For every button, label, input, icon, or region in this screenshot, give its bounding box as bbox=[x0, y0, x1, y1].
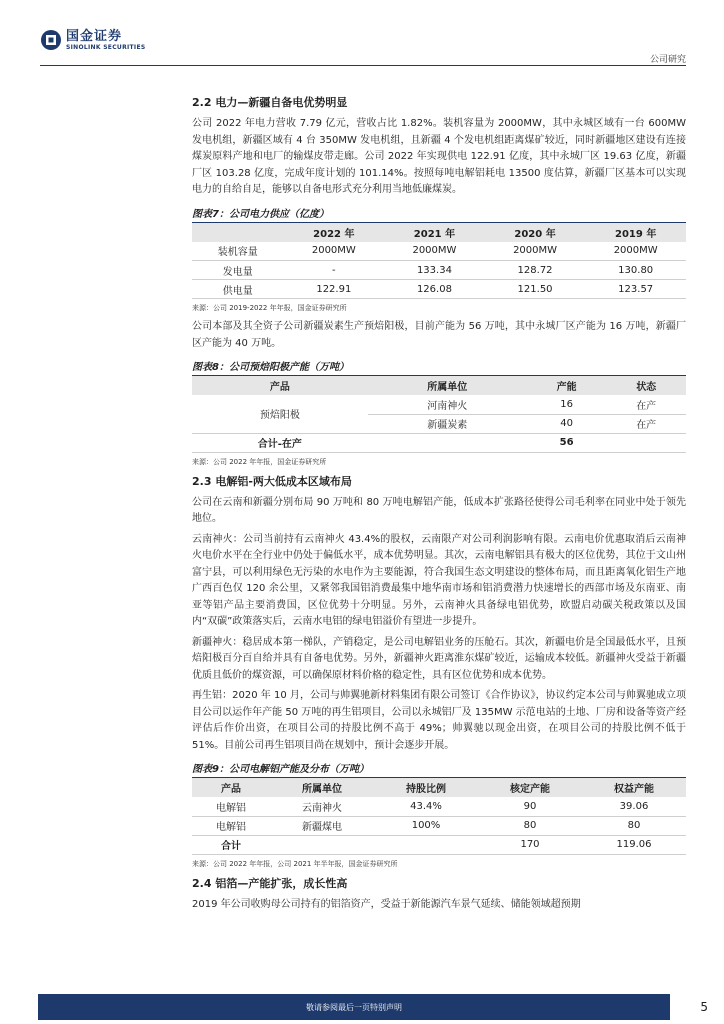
section-2-3-paragraph-2: 云南神火：公司当前持有云南神火 43.4%的股权，云南限产对公司利润影响有限。云南电价优惠取消后云南神火电价水平在全行业中仍处于偏低水平，成本优势明显。其次，云南电解铝具有极大的区位优势，其位于文山州富宁县，可以利用绿色无污染的水电作为主要能源，符合我国生态文明建设的整体布局，而且距离氧化铝生产地广西百色仅 120 余公里，又紧邻我国铝消费最集中地华南市场和铝消费潜力快速增长的西部市场及东南亚、南亚等铝产品主要消费国，区位优势十分明显。另外，云南神火具备绿电铝优势，欧盟启动碳关税政策以及国内“双碳”政策落实后，云南水电铝的绿电铝溢价有望进一步提升。 bbox=[192, 533, 686, 627]
table-cell: 43.4% bbox=[374, 797, 478, 816]
table-cell: 80 bbox=[582, 816, 686, 835]
table-header-row bbox=[192, 376, 686, 395]
table-header-cell: 产品 bbox=[192, 376, 368, 395]
table-header-cell: 权益产能 bbox=[582, 778, 686, 797]
table-header-cell: 2020 年 bbox=[485, 223, 586, 242]
anode-paragraph: 公司本部及其全资子公司新疆炭素生产预焙阳极，目前产能为 56 万吨，其中永城厂区产能为 16 万吨，新疆厂区产能为 40 万吨。 bbox=[192, 321, 686, 349]
table-cell: 合计-在产 bbox=[192, 433, 368, 452]
anode-capacity-table bbox=[192, 376, 686, 453]
table-cell: 39.06 bbox=[582, 797, 686, 816]
aluminum-capacity-table bbox=[192, 778, 686, 855]
table-row bbox=[192, 261, 686, 280]
table-header-row bbox=[192, 223, 686, 242]
company-logo bbox=[40, 29, 145, 51]
table-cell: 预焙阳极 bbox=[192, 395, 368, 433]
table-header-cell: 所属单位 bbox=[270, 778, 374, 797]
sinolink-logo-icon bbox=[40, 29, 62, 51]
table-cell: 合计 bbox=[192, 835, 270, 854]
figure-7-title: 图表7：公司电力供应（亿度） bbox=[192, 205, 686, 223]
table-cell: 装机容量 bbox=[192, 242, 284, 261]
table-cell: 16 bbox=[527, 395, 607, 414]
table-cell: 电解铝 bbox=[192, 797, 270, 816]
table-row bbox=[192, 280, 686, 299]
table-cell: 在产 bbox=[606, 414, 686, 433]
table-total-row bbox=[192, 433, 686, 452]
table-cell: 40 bbox=[527, 414, 607, 433]
table-cell: 电解铝 bbox=[192, 816, 270, 835]
report-category: 公司研究 bbox=[649, 55, 686, 65]
table-cell: 126.08 bbox=[384, 280, 485, 299]
table-cell: 130.80 bbox=[585, 261, 686, 280]
figure-8-title: 图表8：公司预焙阳极产能（万吨） bbox=[192, 358, 686, 376]
section-2-2-paragraph: 公司 2022 年电力营收 7.79 亿元，营收占比 1.82%。装机容量为 2000MW，其中永城区域有一台 600MW 发电机组，新疆区域有 4 台 350MW 发电机组，且新疆 4 个发电机组距离煤矿较近，同时新疆地区建设有连接煤炭原料产地和电厂的输煤皮带走廊。公司 2022 年实现供电 122.91 亿度，其中永城厂区 19.63 亿度，新疆厂区 103.28 亿度，完成年度计划的 101.14%。按照每吨电解铝耗电 13500 度估算，新疆厂区基本可以实现电力的自给自足，能够以自备电形式充分利用当地低廉煤炭。 bbox=[192, 118, 686, 195]
figure-8-source: 来源：公司 2022 年年报，国金证券研究所 bbox=[192, 457, 327, 466]
main-content bbox=[192, 88, 686, 917]
table-cell: 123.57 bbox=[585, 280, 686, 299]
table-cell: 100% bbox=[374, 816, 478, 835]
table-header-cell: 持股比例 bbox=[374, 778, 478, 797]
section-2-4-paragraph: 2019 年公司收购母公司持有的铝箔资产，受益于新能源汽车景气延续、储能领域超预期 bbox=[192, 898, 581, 910]
section-2-3-title: 2.3 电解铝-两大低成本区域布局 bbox=[192, 474, 352, 488]
table-row bbox=[192, 797, 686, 816]
table-cell: 发电量 bbox=[192, 261, 284, 280]
table-cell: 170 bbox=[478, 835, 582, 854]
section-2-3-paragraph-1: 公司在云南和新疆分别布局 90 万吨和 80 万吨电解铝产能，低成本扩张路径使得公司毛利率在同业中处于领先地位。 bbox=[192, 496, 686, 524]
table-header-cell: 核定产能 bbox=[478, 778, 582, 797]
table-row bbox=[192, 242, 686, 261]
section-2-3-paragraph-3: 新疆神火：稳居成本第一梯队，产销稳定，是公司电解铝业务的压舱石。其次，新疆电价是全国最低水平，且预焙阳极百分百自给并具有自备电优势。另外，新疆神火距离淮东煤矿较近，运输成本较低。新疆神火受益于新疆优质且低价的煤资源，可以确保原材料价格的稳定性，具有区位优势和成本优势。 bbox=[192, 636, 686, 681]
power-supply-table bbox=[192, 223, 686, 300]
section-2-3-paragraph-4: 再生铝：2020 年 10 月，公司与帅翼驰新材料集团有限公司签订《合作协议》，协议约定本公司与帅翼驰成立项目公司以运作年产能 50 万吨的再生铝项目，公司以永城铝厂及 135MW 示范电站的土地、厂房和设备等资产经评估后作价出资，在项目公司的持股比例不高于 49%；帅翼驰以现金出资，在项目公司的持股比例不低于 51%。目前公司再生铝项目尚在规划中，预计会逐步开展。 bbox=[192, 690, 686, 751]
table-cell: 2000MW bbox=[585, 242, 686, 261]
table-cell: 云南神火 bbox=[270, 797, 374, 816]
table-cell: 56 bbox=[527, 433, 607, 452]
table-cell: 122.91 bbox=[284, 280, 385, 299]
table-header-cell: 所属单位 bbox=[368, 376, 527, 395]
disclaimer-bar: 敬请参阅最后一页特别声明 bbox=[38, 994, 670, 1020]
table-header-cell bbox=[192, 223, 284, 242]
table-cell: 121.50 bbox=[485, 280, 586, 299]
table-cell: 2000MW bbox=[284, 242, 385, 261]
header-divider bbox=[40, 65, 686, 66]
table-cell: 新疆煤电 bbox=[270, 816, 374, 835]
page-footer bbox=[0, 994, 724, 1024]
table-header-cell: 产品 bbox=[192, 778, 270, 797]
table-cell: 2000MW bbox=[384, 242, 485, 261]
table-cell: 133.34 bbox=[384, 261, 485, 280]
table-cell: 河南神火 bbox=[368, 395, 527, 414]
table-cell bbox=[270, 835, 374, 854]
table-cell: 在产 bbox=[606, 395, 686, 414]
table-cell: 供电量 bbox=[192, 280, 284, 299]
table-cell: 90 bbox=[478, 797, 582, 816]
table-cell: 128.72 bbox=[485, 261, 586, 280]
table-header-row bbox=[192, 778, 686, 797]
table-header-cell: 2021 年 bbox=[384, 223, 485, 242]
table-row bbox=[192, 395, 686, 414]
table-cell: 2000MW bbox=[485, 242, 586, 261]
page-header bbox=[0, 0, 724, 66]
section-2-2-title: 2.2 电力—新疆自备电优势明显 bbox=[192, 96, 348, 109]
table-header-cell: 产能 bbox=[527, 376, 607, 395]
table-header-cell: 状态 bbox=[606, 376, 686, 395]
table-cell bbox=[606, 433, 686, 452]
table-header-cell: 2022 年 bbox=[284, 223, 385, 242]
logo-cn: 国金证券 bbox=[66, 28, 123, 44]
logo-en: SINOLINK SECURITIES bbox=[66, 43, 146, 51]
figure-9-source: 来源：公司 2022 年年报，公司 2021 年半年报，国金证券研究所 bbox=[192, 859, 398, 868]
table-cell: - bbox=[284, 261, 385, 280]
table-cell: 119.06 bbox=[582, 835, 686, 854]
table-cell bbox=[374, 835, 478, 854]
table-total-row bbox=[192, 835, 686, 854]
table-cell bbox=[368, 433, 527, 452]
table-header-cell: 2019 年 bbox=[585, 223, 686, 242]
page-number: 5 bbox=[700, 1000, 708, 1014]
table-cell: 80 bbox=[478, 816, 582, 835]
table-row bbox=[192, 816, 686, 835]
table-cell: 新疆炭素 bbox=[368, 414, 527, 433]
figure-9-title: 图表9：公司电解铝产能及分布（万吨） bbox=[192, 760, 686, 778]
figure-7-source: 来源：公司 2019-2022 年年报，国金证券研究所 bbox=[192, 304, 347, 312]
section-2-4-title: 2.4 铝箔—产能扩张，成长性高 bbox=[192, 876, 348, 890]
